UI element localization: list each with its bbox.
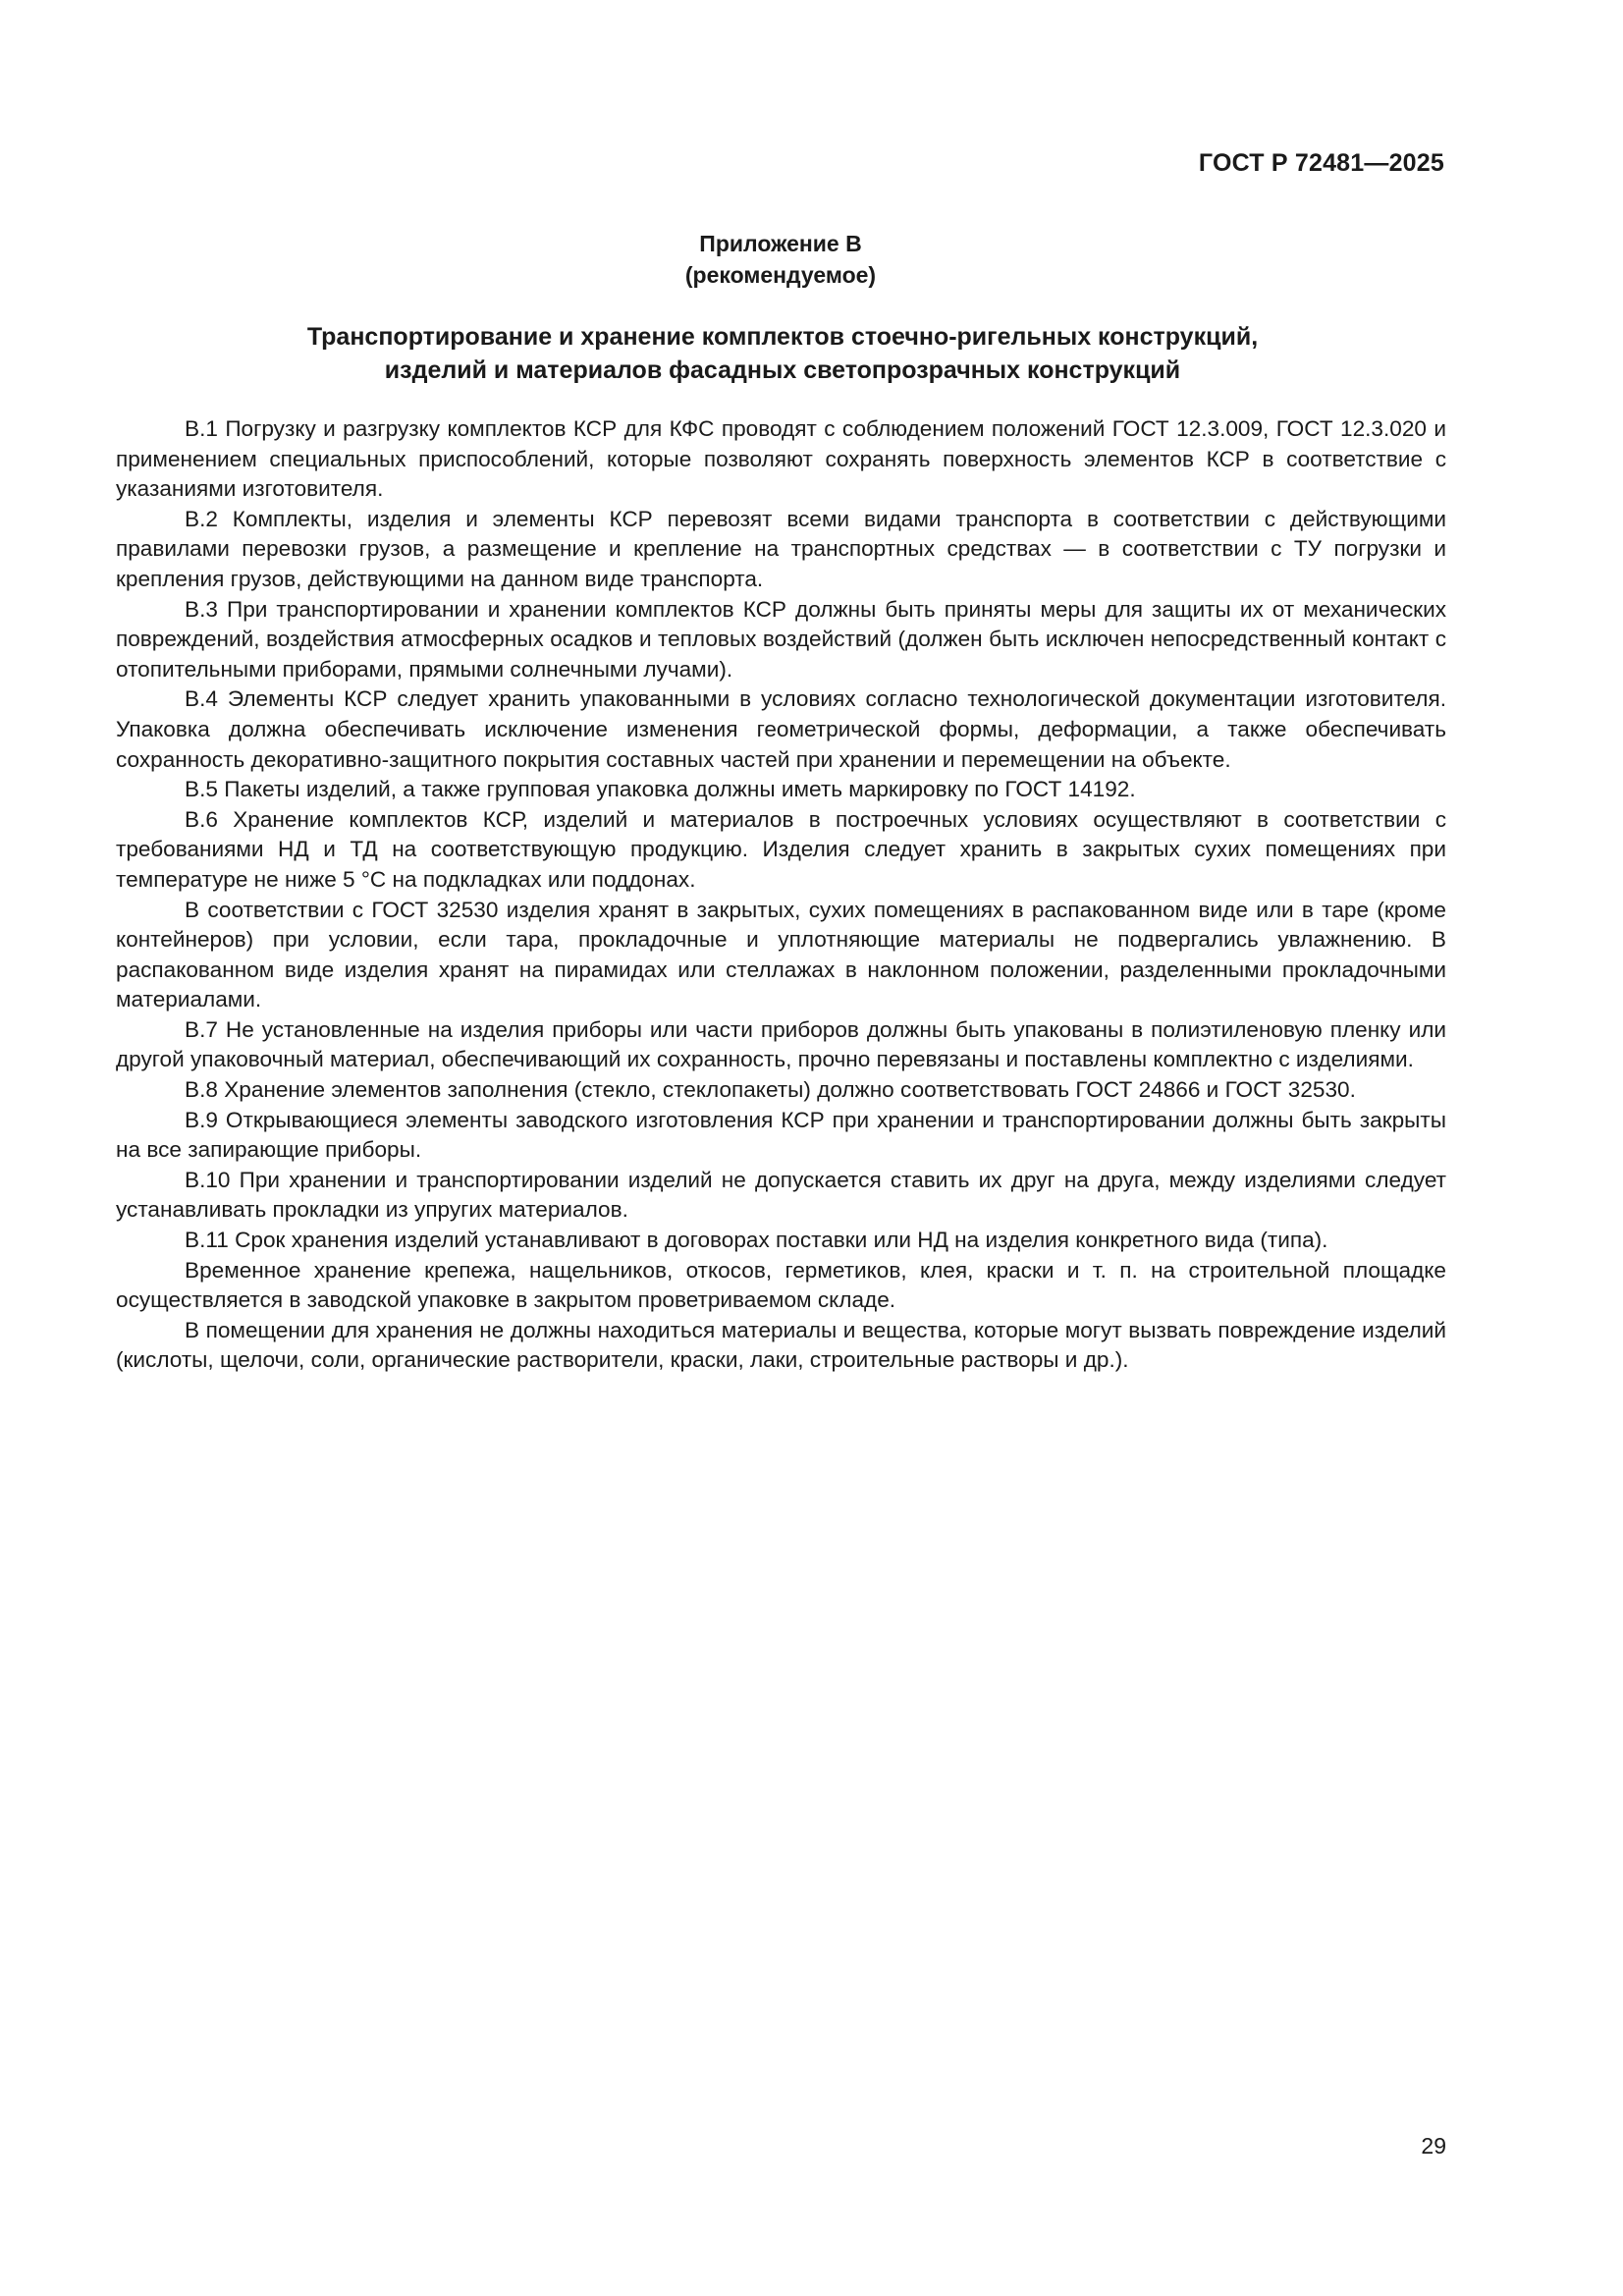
paragraph-b11: В.11 Срок хранения изделий устанавливают в договорах поставки или НД на изделия конкретного вида (типа).	[185, 1228, 1328, 1253]
paragraph-b7: В.7 Не установленные на изделия приборы или части приборов должны быть упакованы в полиэтиленовую пленку или другой упаковочный материал, обеспечивающий их сохранность, прочно перевязаны и поставлены комплектно с изделиями.	[116, 1016, 1446, 1072]
appendix-status: (рекомендуемое)	[684, 262, 877, 288]
section-title-line-2: изделий и материалов фасадных светопрозрачных конструкций	[384, 356, 1181, 384]
paragraph-b6-continued: В соответствии с ГОСТ 32530 изделия хранят в закрытых, сухих помещениях в распакованном виде или в таре (кроме контейнеров) при условии, если тара, прокладочные и уплотняющие материалы не подвергались увлажнению. В распакованном виде изделия хранят на пирамидах или стеллажах в наклонном положении, разделенными прокладочными материалами.	[116, 897, 1446, 1012]
page-number: 29	[1421, 2133, 1446, 2159]
paragraph-b4: В.4 Элементы КСР следует хранить упакованными в условиях согласно технологической документации изготовителя. Упаковка должна обеспечивать исключение изменения геометрической формы, деформации, а также обеспечивать сохранность декоративно-защитного покрытия составных частей при хранении и перемещении на объекте.	[116, 686, 1446, 772]
paragraph-b2: В.2 Комплекты, изделия и элементы КСР перевозят всеми видами транспорта в соответствии с действующими правилами перевозки грузов, а размещение и крепление на транспортных средствах — в соответствии с ТУ погрузки и крепления грузов, действующими на данном виде транспорта.	[116, 506, 1446, 591]
paragraph-b3: В.3 При транспортировании и хранении комплектов КСР должны быть приняты меры для защиты их от механических повреждений, воздействия атмосферных осадков и тепловых воздействий (должен быть исключен непосредственный контакт с отопительными приборами, прямыми солнечными лучами).	[116, 596, 1446, 682]
section-title-line-1: Транспортирование и хранение комплектов стоечно-ригельных конструкций,	[306, 323, 1259, 351]
paragraph-b5: В.5 Пакеты изделий, а также групповая упаковка должны иметь маркировку по ГОСТ 14192.	[185, 777, 1136, 802]
appendix-title: Приложение В	[699, 231, 862, 256]
paragraph-b11-temporary-storage: Временное хранение крепежа, нащельников, откосов, герметиков, клея, краски и т. п. на строительной площадке осуществляется в заводской упаковке в закрытом проветриваемом складе.	[116, 1257, 1446, 1313]
appendix-heading	[0, 228, 1561, 291]
paragraph-b10: В.10 При хранении и транспортировании изделий не допускается ставить их друг на друга, между изделиями следует устанавливать прокладки из упругих материалов.	[116, 1167, 1446, 1223]
paragraph-b9: В.9 Открывающиеся элементы заводского изготовления КСР при хранении и транспортировании должны быть закрыты на все запирающие приборы.	[116, 1107, 1446, 1163]
paragraph-b1: В.1 Погрузку и разгрузку комплектов КСР для КФС проводят с соблюдением положений ГОСТ 12.3.009, ГОСТ 12.3.020 и применением специальных приспособлений, которые позволяют сохранять поверхность элементов КСР в соответствие с указаниями изготовителя.	[116, 416, 1446, 502]
paragraph-b8: В.8 Хранение элементов заполнения (стекло, стеклопакеты) должно соответствовать ГОСТ 24866 и ГОСТ 32530.	[185, 1077, 1356, 1103]
paragraph-b11-storage-room: В помещении для хранения не должны находиться материалы и вещества, которые могут вызвать повреждение изделий (кислоты, щелочи, соли, органические растворители, краски, лаки, строительные растворы и др.).	[116, 1317, 1446, 1373]
section-title	[0, 320, 1565, 387]
document-number: ГОСТ Р 72481—2025	[1198, 149, 1444, 177]
paragraph-b6: В.6 Хранение комплектов КСР, изделий и материалов в построечных условиях осуществляют в соответствии с требованиями НД и ТД на соответствующую продукцию. Изделия следует хранить в закрытых сухих помещениях при температуре не ниже 5 °С на подкладках или поддонах.	[116, 806, 1446, 892]
body-text	[116, 414, 1446, 1376]
